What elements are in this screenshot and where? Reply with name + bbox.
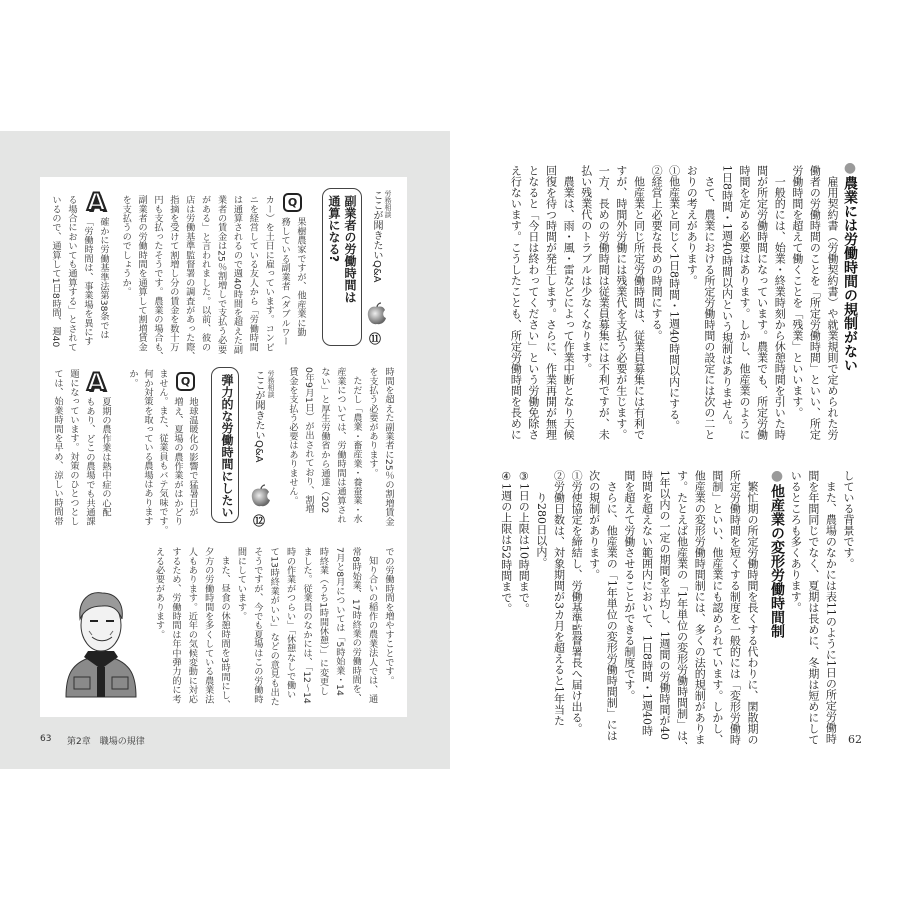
text-column: ません。また、従業員もバテ気味です。 — [157, 369, 168, 535]
text-column: 時終業（うち1時間休憩）」に変更し — [317, 547, 329, 696]
text-column: 常8時始業、17時終業の労働時間を、 — [350, 547, 362, 703]
text-column: を支払う必要があります。 — [367, 367, 378, 478]
text-column: 農業は、雨・風・雷などによって作業中断となり天候 — [562, 176, 576, 440]
text-column: となると「今日は終わってください」という労働免除さ — [526, 165, 540, 440]
right-bottom-body-a — [787, 470, 857, 745]
qa11-question — [117, 195, 308, 361]
apple-icon — [250, 484, 272, 508]
text-column: するため、労働時間は年中弾力的に考 — [169, 547, 181, 704]
text-column: 他産業と同じ所定労働時間は、従業員募集には有利で — [632, 176, 646, 440]
text-column: 店は労働基準監督署の調査があった際、 — [183, 195, 195, 361]
heading-text: 他産業の変形労働時間制 — [769, 484, 785, 638]
text-column: 時間を超えた副業者に25％の割増賃金 — [383, 367, 394, 526]
qa12-question — [125, 369, 200, 535]
text-column: ④1週の上限は52時間まで。 — [499, 470, 513, 614]
text-column: 増え、夏場の農作業がはかどり — [172, 397, 183, 526]
text-column: 一般的には、始業・終業時刻から休憩時間を引いた時 — [773, 176, 787, 440]
text-column: 知り合いの稲作の農業法人では、通 — [366, 556, 378, 704]
text-column: また、農場のなかには表11のように1日の所定労働時 — [824, 481, 838, 744]
text-column: 雇用契約書（労働契約書）や就業規則で定められた労 — [826, 176, 839, 440]
text-column: り280日以内。 — [534, 492, 548, 568]
text-column: 題になっています。対策のひとつとし — [68, 369, 79, 526]
text-column: ②経営上必要な長めの時間にする。 — [650, 165, 664, 341]
text-column: 所定労働時間を短くする制度を一般的には「変形労働時 — [728, 470, 742, 745]
qa11-title-line1: 副業者の労働時間は — [343, 195, 357, 303]
answer-a-icon: A — [87, 368, 106, 396]
text-column: 1日8時間・1週40時間以内という規制はありません。 — [720, 165, 734, 431]
text-column: さて、農業における所定労働時間の設定には次の二と — [702, 176, 716, 440]
bullet-dot-icon: ● — [769, 468, 785, 484]
text-column: 払い残業代のトラブルは少なくなります。 — [579, 165, 593, 374]
bullet-dot-icon: ● — [842, 160, 858, 176]
qa12-series-label: ここが聞きたいQ&A — [253, 370, 264, 463]
text-column: 間制」といい、他産業にも認められています。しかし、 — [710, 470, 724, 745]
text-column: 回復を待つ時間が発生します。さらに、作業再開が無理 — [544, 165, 558, 440]
text-column: 間を超えて労働させることができる制度です。 — [622, 470, 636, 701]
text-column: 確かに労働基準法第38条では — [98, 217, 109, 340]
text-column: 副業者の労働時間を通算して割増賃金 — [136, 195, 148, 352]
qa11-category-label: 労務相談 — [384, 190, 392, 218]
text-column: 時間を定める必要はあります。しかし、他産業のように — [738, 165, 752, 440]
text-column: ①他産業と同じく1日8時間・1週40時間以内にする。 — [667, 165, 681, 431]
text-column: 7月と8月については「5時始業・14 — [333, 547, 345, 696]
text-column: える必要があります。 — [153, 547, 165, 639]
text-column: 夏期の農作業は熱中症の心配 — [100, 397, 111, 517]
text-column: 間が所定労働時間になっています。農業でも、所定労働 — [755, 165, 769, 440]
text-column: 一方、長めの労働時間は従業員募集には不利ですが、未 — [597, 165, 611, 440]
text-column: ただし「農業・畜産業・養蚕業・水 — [351, 376, 362, 524]
text-column: ない」と厚生労働省から通達（202 — [319, 367, 330, 514]
text-column: す。たとえば他産業の「1年単位の変形労働時間制」は、 — [675, 470, 689, 752]
text-column: 時間を超えない範囲内において、1日8時間・1週40時 — [640, 470, 654, 736]
text-column: さらに、他産業の「1年単位の変形労働時間制」には — [605, 481, 619, 741]
text-column: 務している副業者（ダブルワー — [279, 217, 291, 346]
apple-icon — [366, 302, 388, 326]
farmer-illustration — [62, 585, 140, 700]
text-column: おりの考えがあります。 — [685, 165, 699, 286]
qa12-number: ⑫ — [253, 514, 266, 528]
text-column: ②労働日数は、対象期間が3カ月を超えると1年当た — [552, 470, 566, 726]
text-column: ました。従業員のなかには、「12〜14 — [301, 547, 313, 704]
heading-text: 農業には労働時間の規制がない — [842, 176, 858, 372]
text-column: もあり、どこの農場でも共通課 — [84, 397, 95, 526]
text-column: 次の規制があります。 — [587, 470, 601, 580]
text-column: 何か対策を取っている農場はあります — [142, 369, 153, 526]
text-column: 円も支払ったそうです。農業の場合も、 — [151, 195, 163, 361]
text-column: そうですが、今でも夏場はこの労働時 — [251, 547, 263, 704]
text-column: 1年以内の一定の期間を平均し、1週間の労働時間が40 — [658, 470, 672, 740]
right-top-body — [507, 165, 841, 440]
question-q-icon: Q — [283, 193, 302, 212]
text-column: ①労使協定を締結し、労働基準監督署長へ届け出る。 — [570, 470, 584, 734]
text-column: また、昼食の休憩時間を3時間にし、 — [219, 556, 231, 710]
text-column: 業者の賃金は25％割増しで支払う必要 — [215, 195, 227, 354]
text-column: 産業については、労働時間は通算され — [335, 367, 346, 524]
text-column: 繁忙期の所定労働時間を長くする代わりに、閑散期の — [746, 481, 759, 745]
qa11-number: ⑪ — [369, 332, 382, 346]
page-number-right: 62 — [848, 733, 862, 746]
text-column: は通算されるので週40時間を超えた副 — [231, 195, 243, 354]
text-column: ては、始業時間を早め、涼しい時間帯 — [52, 369, 63, 526]
qa11-title-box — [322, 188, 362, 346]
text-column: いるところも多くあります。 — [789, 470, 803, 613]
qa11-answer-part2 — [284, 367, 396, 526]
text-column: している背景です。 — [842, 470, 855, 569]
text-column: 労働時間を超えて働くことを「残業」といいます。 — [790, 165, 804, 418]
text-column: での労働時間を増やすことです。 — [383, 547, 394, 685]
section-heading-no-work-hour-regulation — [840, 160, 860, 372]
qa12-title: 弾力的な労働時間にしたい — [220, 374, 234, 518]
text-column: 0年9月1日）が出されており、割増 — [303, 367, 314, 514]
text-column: 時の作業がつらい」「休憩なしで働い — [284, 547, 296, 699]
text-column: 人もあります。近年の気候変動に対応 — [186, 547, 198, 704]
text-column: え行ないます。こうしたことも、所定労働時間を長めに — [509, 165, 523, 440]
text-column: 地球温暖化の影響で猛暑日が — [187, 397, 198, 517]
text-column: 他産業の変形労働時間制には、多くの法的規制がありま — [693, 470, 707, 745]
text-column: いるので、通算して1日8時間、週40 — [50, 195, 61, 348]
text-column: を支払うのでしょうか。 — [120, 195, 132, 297]
right-bottom-body-b — [497, 470, 761, 752]
qa11-title-line2: 通算になる? — [327, 195, 341, 262]
answer-a-icon: A — [87, 188, 106, 216]
running-head: 第2章 職場の規律 — [67, 737, 145, 747]
qa12-answer-part2 — [150, 547, 396, 709]
text-column: 果樹農家ですが、他産業に勤 — [295, 217, 306, 337]
text-column: 間を年間同じでなく、夏期は長めに、冬期は短めにして — [806, 470, 820, 745]
qa11-series-label: ここが聞きたいQ&A — [371, 190, 382, 283]
qa12-category-label: 労務相談 — [267, 370, 275, 398]
text-column: る場合においても通算する」とされて — [66, 195, 77, 352]
text-column: か。 — [127, 369, 138, 388]
text-column: 「労働時間は、事業場を異にす — [82, 217, 93, 346]
text-column: ニを経営している友人から「労働時間 — [247, 195, 259, 352]
text-column: 賃金を支払う必要はありません。 — [287, 367, 298, 505]
text-column: 間にしています。 — [235, 547, 247, 621]
text-column: 働者の労働時間のことを「所定労働時間」といい、所定 — [808, 165, 822, 440]
page-number-left: 63 — [40, 734, 52, 744]
qa11-answer-part1 — [47, 195, 111, 351]
qa12-answer-part1 — [49, 369, 113, 526]
question-q-icon: Q — [176, 372, 195, 391]
text-column: カー）を土日に雇っています。コンビ — [263, 195, 275, 352]
text-column: 指摘を受けて割増し分の賃金を数十万 — [167, 195, 179, 352]
text-column: て13時終業がいい」などの意見も出た — [268, 547, 280, 706]
text-column: 夕方の労働時間を多くしている農業法 — [202, 547, 214, 704]
text-column: がある」と言われました。以前、彼の — [199, 195, 211, 352]
qa12-title-box — [211, 367, 239, 523]
text-column: ③1日の上限は10時間まで。 — [517, 470, 531, 614]
section-heading-variable-work-hours — [767, 468, 787, 638]
text-column: すが、時間外労働には残業代を支払う必要が生じます。 — [614, 165, 628, 440]
